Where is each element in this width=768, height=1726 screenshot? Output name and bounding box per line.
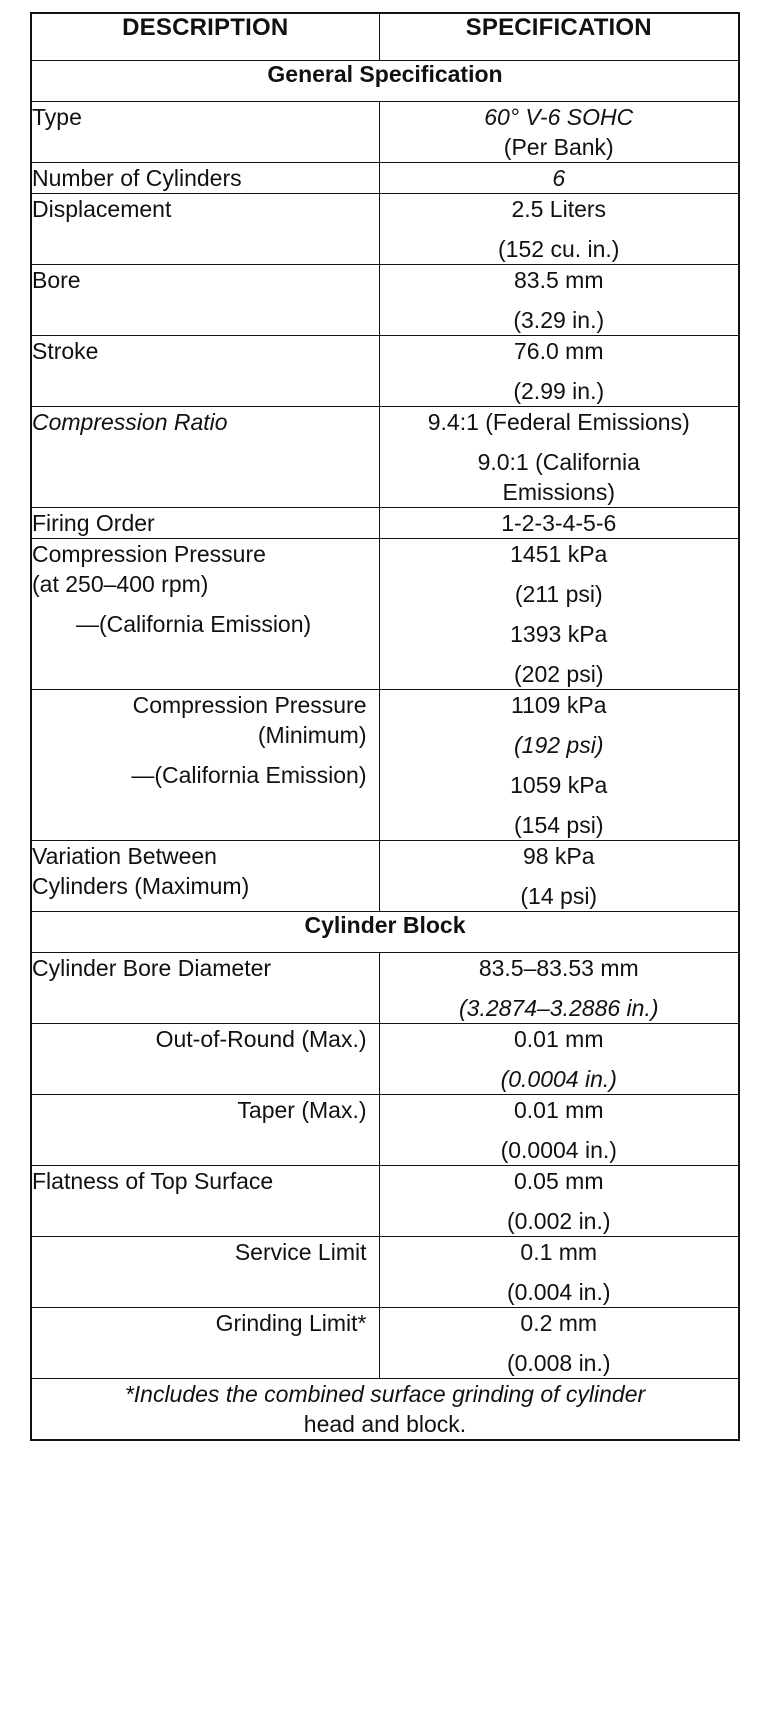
table-row bbox=[31, 1024, 739, 1095]
footnote bbox=[31, 1379, 739, 1441]
description-text: Number of Cylinders bbox=[32, 165, 242, 191]
row-specification bbox=[379, 265, 739, 336]
spec-value: (192 psi) bbox=[514, 732, 604, 758]
row-specification bbox=[379, 539, 739, 690]
spec-value: (0.004 in.) bbox=[506, 1279, 611, 1305]
column-header-specification: SPECIFICATION bbox=[379, 13, 739, 61]
description-text: (at 250–400 rpm) bbox=[32, 571, 209, 597]
spec-value: (2.99 in.) bbox=[513, 378, 605, 404]
table-row bbox=[31, 539, 739, 690]
spec-value: 1451 kPa bbox=[510, 541, 608, 567]
table-row bbox=[31, 953, 739, 1024]
table-row bbox=[31, 163, 739, 194]
table-row bbox=[31, 1308, 739, 1379]
spec-value: (152 cu. in.) bbox=[498, 236, 620, 262]
spec-value: 1393 kPa bbox=[510, 621, 608, 647]
row-specification bbox=[379, 407, 739, 508]
description-text: Compression Ratio bbox=[32, 409, 228, 435]
description-text: Displacement bbox=[32, 196, 172, 222]
row-description bbox=[31, 1166, 379, 1237]
spec-value: 0.01 mm bbox=[514, 1026, 604, 1052]
spec-value: 83.5–83.53 mm bbox=[478, 955, 639, 981]
spec-value: (14 psi) bbox=[520, 883, 598, 909]
row-specification bbox=[379, 1237, 739, 1308]
row-specification bbox=[379, 1166, 739, 1237]
spec-value: 83.5 mm bbox=[514, 267, 604, 293]
description-text: Compression Pressure bbox=[32, 541, 266, 567]
row-description bbox=[31, 1237, 379, 1308]
table-row bbox=[31, 690, 739, 841]
spec-value: (0.0004 in.) bbox=[500, 1066, 617, 1092]
spec-value: (Per Bank) bbox=[503, 134, 614, 160]
description-text: Firing Order bbox=[32, 510, 155, 536]
table-header-row bbox=[31, 13, 739, 61]
description-text: Variation Between bbox=[32, 843, 217, 869]
description-text: Taper (Max.) bbox=[237, 1097, 367, 1123]
row-description bbox=[31, 102, 379, 163]
column-header-description: DESCRIPTION bbox=[31, 13, 379, 61]
row-specification bbox=[379, 841, 739, 912]
description-text: Grinding Limit* bbox=[215, 1310, 367, 1336]
row-description bbox=[31, 336, 379, 407]
row-description bbox=[31, 1308, 379, 1379]
spec-sheet bbox=[30, 12, 738, 1441]
row-description bbox=[31, 1095, 379, 1166]
row-specification bbox=[379, 690, 739, 841]
row-description bbox=[31, 690, 379, 841]
row-description bbox=[31, 407, 379, 508]
description-text: Service Limit bbox=[234, 1239, 367, 1265]
spec-value: (154 psi) bbox=[514, 812, 604, 838]
table-row bbox=[31, 508, 739, 539]
row-specification bbox=[379, 1024, 739, 1095]
spec-value: 9.4:1 (Federal Emissions) bbox=[427, 409, 690, 435]
row-description bbox=[31, 194, 379, 265]
spec-value: (3.2874–3.2886 in.) bbox=[459, 995, 659, 1021]
spec-value: (0.002 in.) bbox=[506, 1208, 611, 1234]
spec-value: 6 bbox=[552, 165, 566, 191]
description-text: —(California Emission) bbox=[76, 611, 312, 637]
row-specification bbox=[379, 1095, 739, 1166]
row-description bbox=[31, 265, 379, 336]
description-text: Stroke bbox=[32, 338, 99, 364]
table-row bbox=[31, 265, 739, 336]
table-row bbox=[31, 841, 739, 912]
spec-value: 98 kPa bbox=[522, 843, 595, 869]
section-title-cylinder-block: Cylinder Block bbox=[31, 912, 739, 953]
table-row bbox=[31, 1237, 739, 1308]
table-row bbox=[31, 336, 739, 407]
description-text: Bore bbox=[32, 267, 81, 293]
row-specification bbox=[379, 508, 739, 539]
specification-table bbox=[30, 12, 740, 1441]
spec-value: (202 psi) bbox=[514, 661, 604, 687]
row-description bbox=[31, 163, 379, 194]
row-description bbox=[31, 1024, 379, 1095]
spec-value: 1109 kPa bbox=[511, 692, 607, 718]
row-specification bbox=[379, 194, 739, 265]
row-description bbox=[31, 953, 379, 1024]
spec-value: (211 psi) bbox=[514, 581, 603, 607]
row-description bbox=[31, 508, 379, 539]
spec-value: 0.01 mm bbox=[514, 1097, 604, 1123]
spec-value: 60° V-6 SOHC bbox=[484, 104, 634, 130]
description-text: Out-of-Round (Max.) bbox=[155, 1026, 367, 1052]
spec-value: 0.1 mm bbox=[520, 1239, 598, 1265]
row-specification bbox=[379, 1308, 739, 1379]
footnote-row bbox=[31, 1379, 739, 1441]
row-specification bbox=[379, 102, 739, 163]
description-text: Compression Pressure bbox=[132, 692, 367, 718]
row-specification bbox=[379, 163, 739, 194]
description-text: —(California Emission) bbox=[131, 762, 367, 788]
row-description bbox=[31, 539, 379, 690]
spec-value: 0.05 mm bbox=[514, 1168, 604, 1194]
description-text: Cylinder Bore Diameter bbox=[32, 955, 272, 981]
table-row bbox=[31, 194, 739, 265]
description-text: Flatness of Top Surface bbox=[32, 1168, 274, 1194]
spec-value: (0.0004 in.) bbox=[500, 1137, 617, 1163]
footnote-line-2: head and block. bbox=[303, 1411, 467, 1437]
table-row bbox=[31, 1166, 739, 1237]
spec-value: 9.0:1 (California bbox=[477, 449, 640, 475]
table-row bbox=[31, 102, 739, 163]
description-text: Cylinders (Maximum) bbox=[32, 873, 250, 899]
section-row-cylinder-block bbox=[31, 912, 739, 953]
spec-value: 1-2-3-4-5-6 bbox=[501, 510, 617, 536]
spec-value: (0.008 in.) bbox=[506, 1350, 611, 1376]
section-row-general bbox=[31, 61, 739, 102]
spec-value: Emissions) bbox=[502, 479, 615, 505]
row-description bbox=[31, 841, 379, 912]
description-text: Type bbox=[32, 104, 82, 130]
table-row bbox=[31, 407, 739, 508]
spec-value: 76.0 mm bbox=[514, 338, 604, 364]
row-specification bbox=[379, 953, 739, 1024]
footnote-line-1: *Includes the combined surface grinding of cylinder bbox=[124, 1381, 646, 1407]
table-row bbox=[31, 1095, 739, 1166]
row-specification bbox=[379, 336, 739, 407]
spec-value: 0.2 mm bbox=[520, 1310, 598, 1336]
spec-value: (3.29 in.) bbox=[513, 307, 605, 333]
spec-value: 1059 kPa bbox=[510, 772, 608, 798]
description-text: (Minimum) bbox=[257, 722, 367, 748]
spec-value: 2.5 Liters bbox=[511, 196, 607, 222]
section-title-general: General Specification bbox=[31, 61, 739, 102]
